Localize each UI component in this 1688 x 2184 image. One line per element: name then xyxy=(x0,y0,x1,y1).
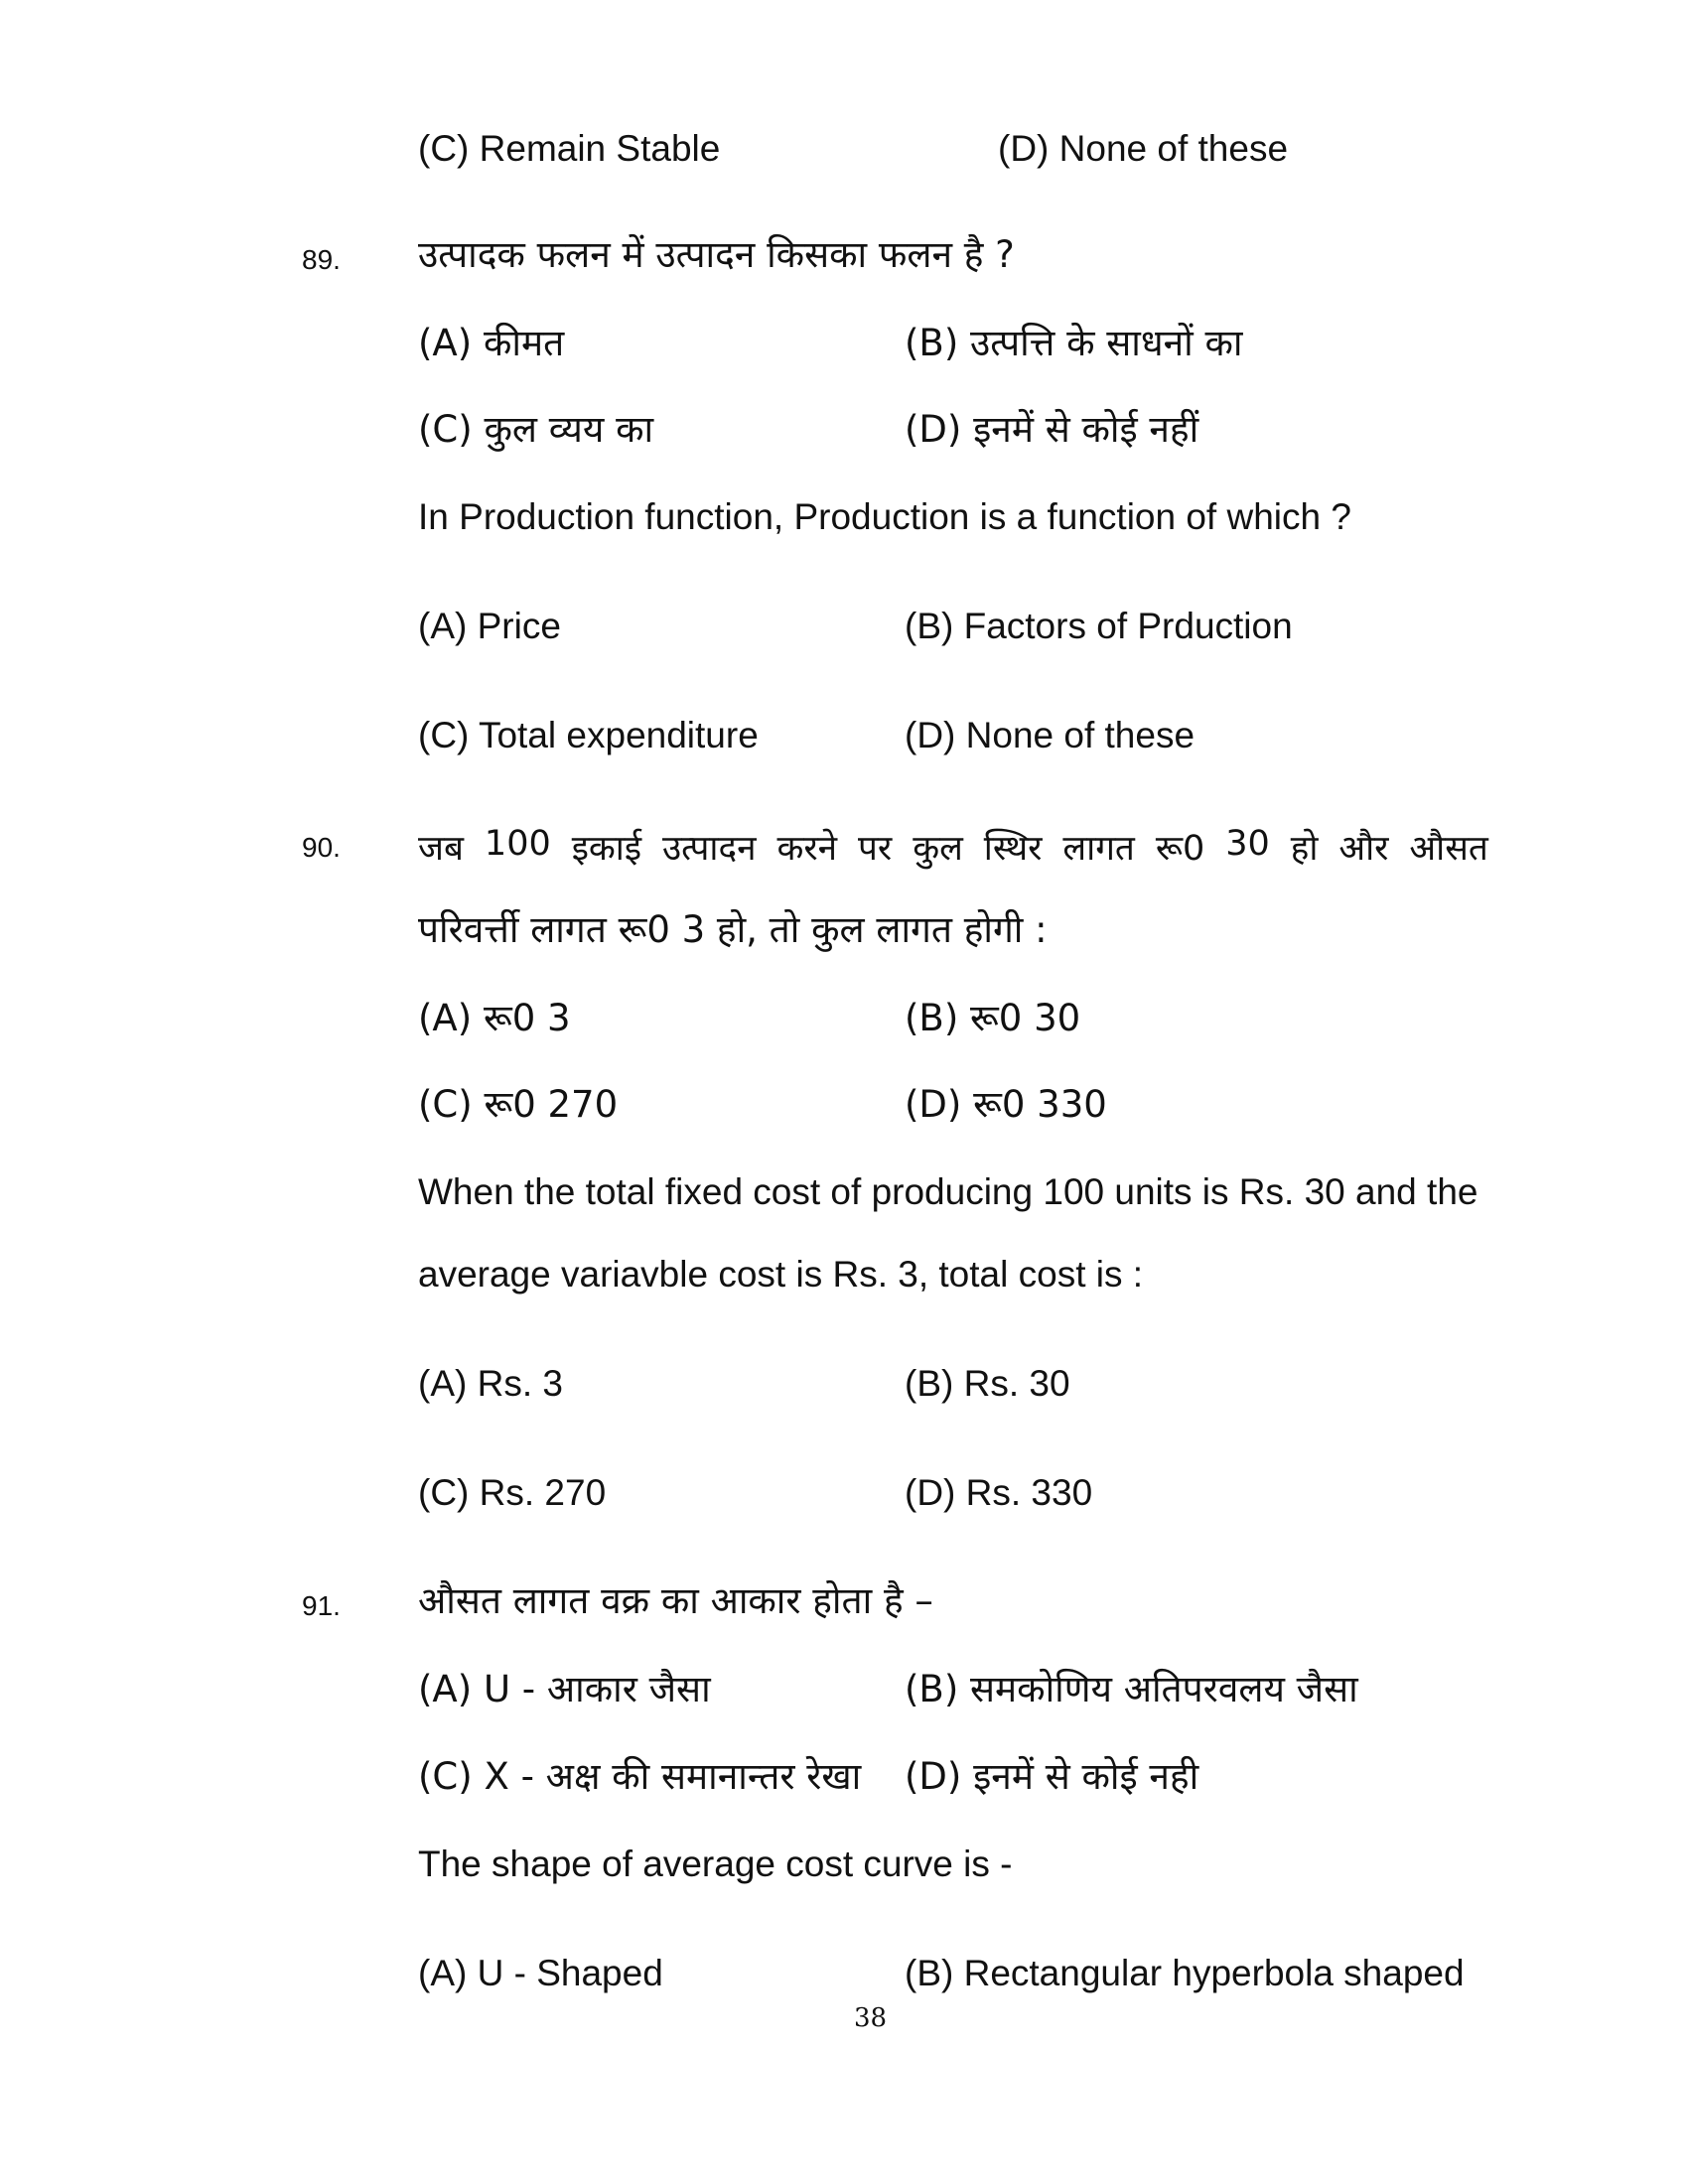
q89-english-text: In Production function, Production is a function of which ? xyxy=(418,496,1351,537)
question-number-89: 89. xyxy=(302,244,341,275)
q90-hindi-option-d: (D) रू0 330 xyxy=(905,1083,1107,1126)
q90-english-line-2: average variavble cost is Rs. 3, total cost is : xyxy=(418,1254,1144,1295)
q89-english-option-a: (A) Price xyxy=(418,606,561,646)
question-number-91: 91. xyxy=(302,1590,341,1621)
q91-english-text: The shape of average cost curve is - xyxy=(418,1843,1013,1884)
q90-english-option-c: (C) Rs. 270 xyxy=(418,1472,607,1513)
page-number: 38 xyxy=(854,2003,888,2033)
q89-hindi-option-b: (B) उत्पत्ति के साधनों का xyxy=(905,322,1243,364)
q90-english-option-b: (B) Rs. 30 xyxy=(905,1363,1070,1404)
q89-english-option-b: (B) Factors of Prduction xyxy=(905,606,1293,646)
q91-english-option-a: (A) U - Shaped xyxy=(418,1953,663,1993)
prev-option-d: (D) None of these xyxy=(998,128,1289,169)
q90-word: उत्पादन xyxy=(661,829,757,869)
q90-word: पर xyxy=(858,829,893,869)
q91-hindi-option-b: (B) समकोणिय अतिपरवलय जैसा xyxy=(905,1668,1358,1710)
q90-word: स्थिर xyxy=(983,829,1043,869)
q90-word: इकाई xyxy=(571,829,642,869)
q90-hindi-option-c: (C) रू0 270 xyxy=(418,1083,619,1126)
question-number-90: 90. xyxy=(302,832,341,863)
q91-hindi-option-c: (C) X - अक्ष की समानान्तर रेखा xyxy=(418,1755,862,1798)
q90-english-option-a: (A) Rs. 3 xyxy=(418,1363,563,1404)
q91-hindi-option-a: (A) U - आकार जैसा xyxy=(418,1668,711,1710)
q90-word: और xyxy=(1338,829,1389,869)
q90-word: रू0 xyxy=(1155,829,1205,869)
q89-hindi-option-d: (D) इनमें से कोई नहीं xyxy=(905,408,1199,451)
q90-hindi-option-b: (B) रू0 30 xyxy=(905,997,1081,1039)
q90-word: 100 xyxy=(484,824,551,864)
q90-hindi-option-a: (A) रू0 3 xyxy=(418,997,571,1039)
q90-word: करने xyxy=(776,829,838,869)
q91-hindi-text: औसत लागत वक्र का आकार होता है – xyxy=(418,1579,933,1622)
q89-hindi-option-a: (A) कीमत xyxy=(418,322,565,364)
q89-english-option-c: (C) Total expenditure xyxy=(418,715,759,755)
q91-english-option-b: (B) Rectangular hyperbola shaped xyxy=(905,1953,1465,1993)
q89-hindi-option-c: (C) कुल व्यय का xyxy=(418,408,654,451)
q90-word: औसत xyxy=(1409,829,1488,869)
q90-word: कुल xyxy=(913,829,963,869)
q90-english-line-1: When the total fixed cost of producing 100 units is Rs. 30 and the xyxy=(418,1171,1478,1212)
q89-hindi-text: उत्पादक फलन में उत्पादन किसका फलन है ? xyxy=(418,233,1015,276)
prev-option-c: (C) Remain Stable xyxy=(418,128,721,169)
q90-hindi-line-2: परिवर्त्ती लागत रू0 3 हो, तो कुल लागत होगी : xyxy=(418,908,1048,951)
q90-word: जब xyxy=(418,829,464,869)
q90-word: 30 xyxy=(1225,824,1270,864)
q90-word: हो xyxy=(1290,829,1319,869)
q90-word: लागत xyxy=(1062,829,1135,869)
q90-hindi-line-1 xyxy=(418,824,1488,871)
q90-english-option-d: (D) Rs. 330 xyxy=(905,1472,1093,1513)
q89-english-option-d: (D) None of these xyxy=(905,715,1196,755)
q91-hindi-option-d: (D) इनमें से कोई नही xyxy=(905,1755,1199,1798)
